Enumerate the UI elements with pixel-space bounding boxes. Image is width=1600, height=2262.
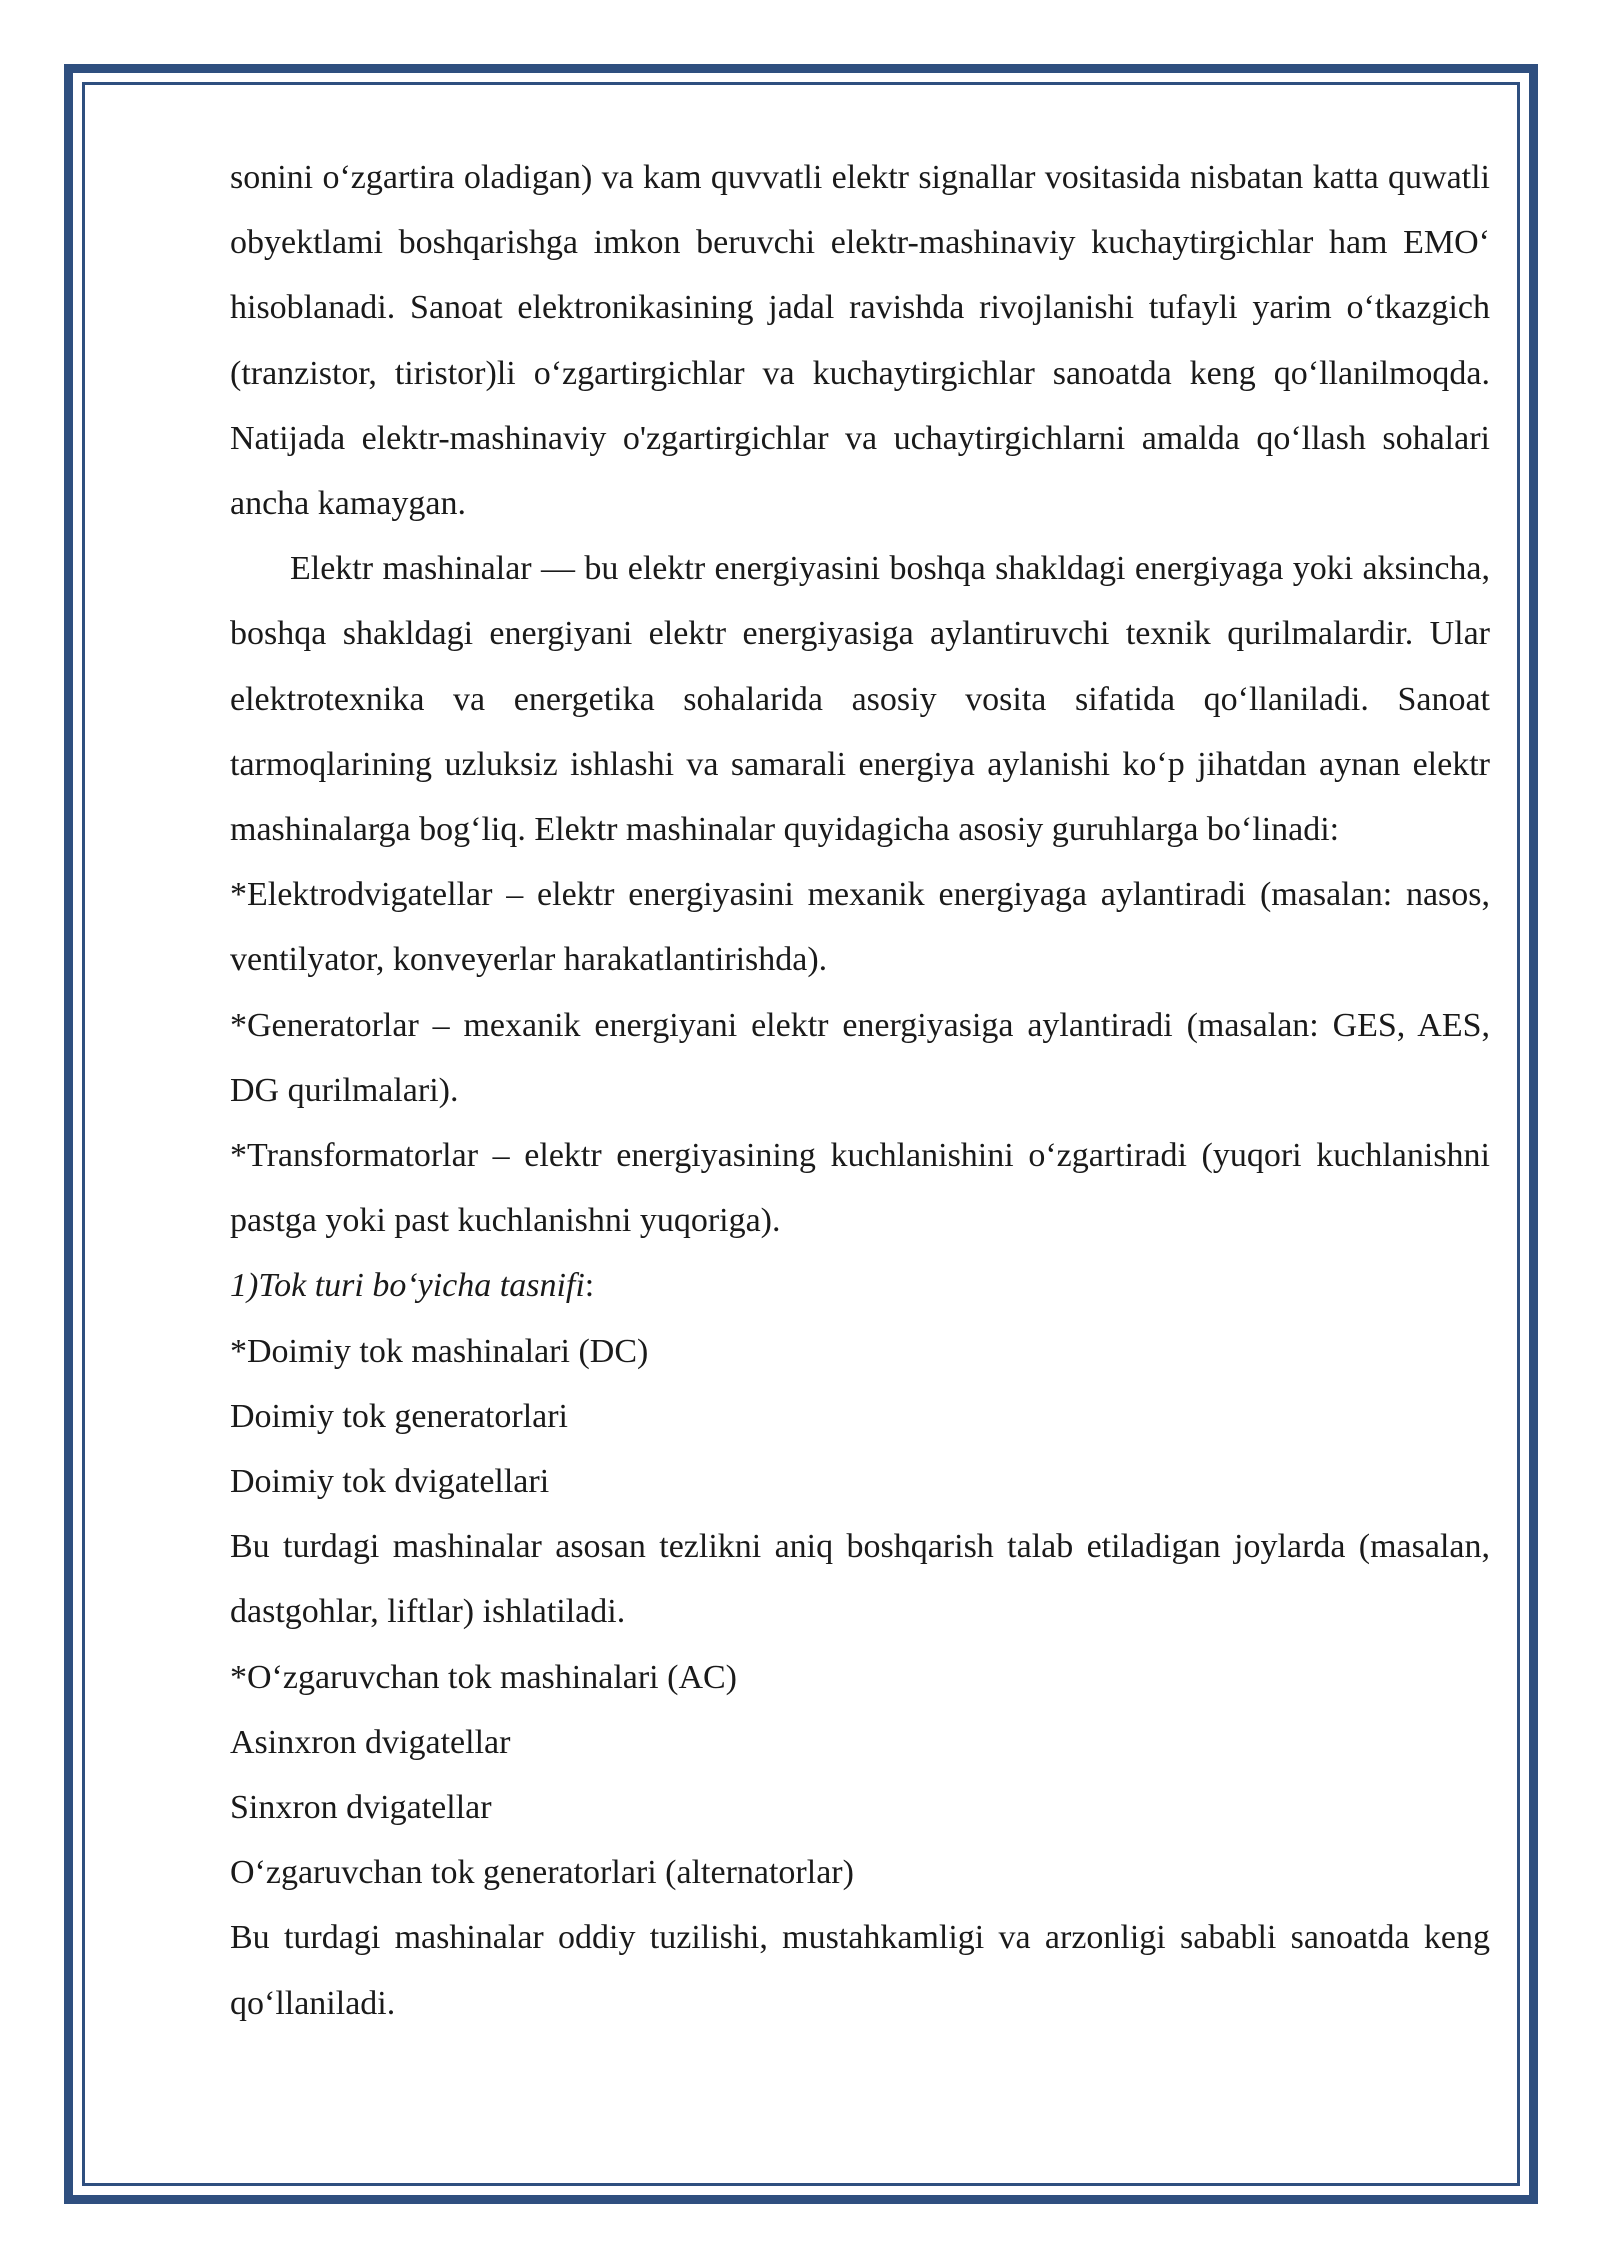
list-item-ac-generators: O‘zgaruvchan tok generatorlari (alternatorlar) [230,1854,854,1892]
section-heading-current-type [230,1253,1490,1318]
list-item-dc-motors: Doimiy tok dvigatellari [230,1463,550,1501]
paragraph-electric-machines-definition: Elektr mashinalar — bu elektr energiyasini boshqa shakldagi energiyaga yoki aksincha, boshqa shakldagi energiyani elektr energiyasiga aylantiruvchi texnik qurilmalardir. Ular elektrotexnika va energetika sohalarida asosiy vosita sifatida qo‘llaniladi. Sanoat tarmoqlarining uzluksiz ishlashi va samarali energiya aylanishi ko‘p jihatdan aynan elektr mashinalarga bog‘liq. Elektr mashinalar quyidagicha asosiy guruhlarga bo‘linadi: [230,550,1490,849]
paragraph-dc-usage: Bu turdagi mashinalar asosan tezlikni aniq boshqarish talab etiladigan joylarda (masalan, dastgohlar, liftlar) ishlatiladi. [230,1528,1490,1631]
list-item-dc-machines: *Doimiy tok mashinalari (DC) [230,1332,649,1370]
list-item-electric-motors: *Elektrodvigatellar – elektr energiyasini mexanik energiyaga aylantiradi (masalan: nasos, ventilyator, konveyerlar harakatlantirishda). [230,876,1490,979]
list-item-ac-machines: *O‘zgaruvchan tok mashinalari (AC) [230,1658,737,1696]
document-body [230,145,1490,2036]
list-item-generators: *Generatorlar – mexanik energiyani elektr energiyasiga aylantiradi (masalan: GES, AES, DG qurilmalari). [230,1006,1490,1109]
list-item-dc-generators: Doimiy tok generatorlari [230,1397,569,1435]
paragraph-emo-amplifiers: sonini o‘zgartira oladigan) va kam quvvatli elektr signallar vositasida nisbatan katta quwatli obyektlami boshqarishga imkon beruvchi elektr-mashinaviy kuchaytirgichlar ham EMO‘ hisoblanadi. Sanoat elektronikasining jadal ravishda rivojlanishi tufayli yarim o‘tkazgich (tranzistor, tiristor)li o‘zgartirgichlar va kuchaytirgichlar sanoatda keng qo‘llanilmoqda. Natijada elektr-mashinaviy o'zgartirgichlar va uchaytirgichlarni amalda qo‘llash sohalari ancha kamaygan. [230,159,1490,523]
paragraph-ac-usage: Bu turdagi mashinalar oddiy tuzilishi, mustahkamligi va arzonligi sababli sanoatda keng qo‘llaniladi. [230,1919,1490,2022]
section-heading-text: 1)Tok turi bo‘yicha tasnifi [230,1267,585,1305]
list-item-transformers: *Transformatorlar – elektr energiyasining kuchlanishini o‘zgartiradi (yuqori kuchlanishni pastga yoki past kuchlanishni yuqoriga). [230,1137,1490,1240]
list-item-asynchronous-motors: Asinxron dvigatellar [230,1723,511,1761]
section-heading-colon: : [584,1267,595,1305]
list-item-synchronous-motors: Sinxron dvigatellar [230,1789,492,1827]
